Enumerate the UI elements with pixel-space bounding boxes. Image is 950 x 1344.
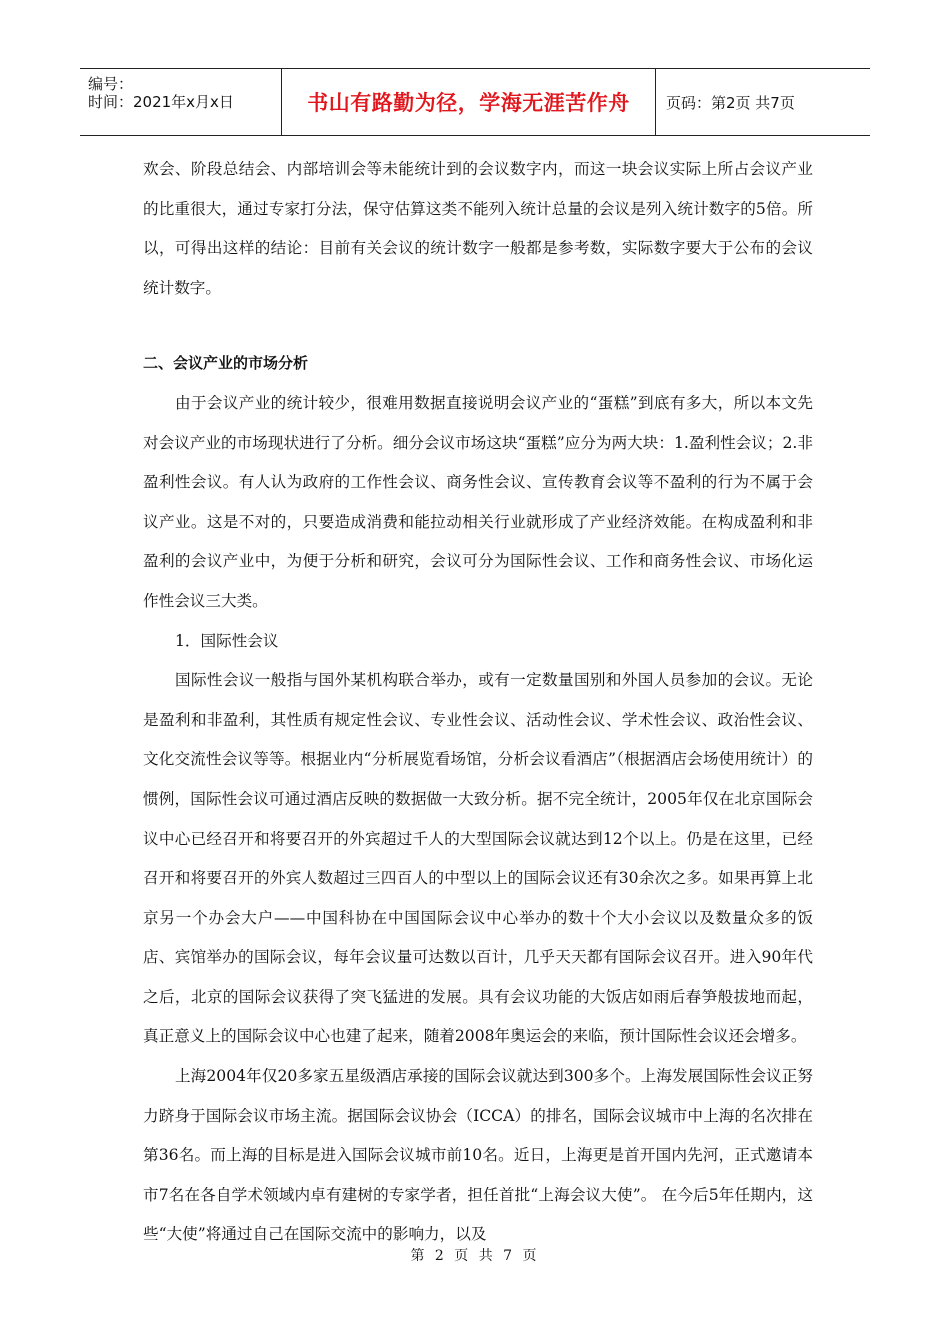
document-body [143,150,813,1255]
page-footer: 第 2 页 共 7 页 [410,1248,540,1264]
paragraph-continued: 欢会、阶段总结会、内部培训会等未能统计到的会议数字内，而这一块会议实际上所占会议产业的比重很大，通过专家打分法，保守估算这类不能列入统计总量的会议是列入统计数字的5倍。所以，可得出这样的结论：目前有关会议的统计数字一般都是参考数，实际数字要大于公布的会议统计数字。 [143,160,813,297]
header-page-cell [656,69,870,135]
header-meta-cell [80,69,282,135]
section-heading: 二、会议产业的市场分析 [143,354,309,373]
header-motto: 书山有路勤为径，学海无涯苦作舟 [307,91,630,115]
header-motto-cell [282,69,656,135]
paragraph-market-analysis: 由于会议产业的统计较少，很难用数据直接说明会议产业的“蛋糕”到底有多大，所以本文先对会议产业的市场现状进行了分析。细分会议市场这块“蛋糕”应分为两大块：1.盈利性会议；2.非盈利性会议。有人认为政府的工作性会议、商务性会议、宣传教育会议等不盈利的行为不属于会议产业。这是不对的，只要造成消费和能拉动相关行业就形成了产业经济效能。在构成盈利和非盈利的会议产业中，为便于分析和研究，会议可分为国际性会议、工作和商务性会议、市场化运作性会议三大类。 [143,393,813,610]
paragraph-international-meetings: 国际性会议一般指与国外某机构联合举办，或有一定数量国别和外国人员参加的会议。无论是盈利和非盈利，其性质有规定性会议、专业性会议、活动性会议、学术性会议、政治性会议、文化交流性会议等等。根据业内“分析展览看场馆，分析会议看酒店”（根据酒店会场使用统计）的惯例，国际性会议可通过酒店反映的数据做一大致分析。据不完全统计，2005年仅在北京国际会议中心已经召开和将要召开的外宾超过千人的大型国际会议就达到12个以上。仍是在这里，已经召开和将要召开的外宾人数超过三四百人的中型以上的国际会议还有30余次之多。如果再算上北京另一个办会大户——中国科协在中国国际会议中心举办的数十个大小会议以及数量众多的饭店、宾馆举办的国际会议，每年会议量可达数以百计，几乎天天都有国际会议召开。进入90年代之后，北京的国际会议获得了突飞猛进的发展。具有会议功能的大饭店如雨后春笋般拔地而起，真正意义上的国际会议中心也建了起来，随着2008年奥运会的来临，预计国际性会议还会增多。 [143,671,813,1046]
document-date-label: 时间：2021年x月x日 [88,93,234,111]
header-page-number: 页码：第2页 共7页 [666,93,795,112]
document-header [80,68,870,136]
subsection-heading: 1．国际性会议 [175,631,279,650]
document-number-label: 编号： [88,75,134,93]
paragraph-shanghai: 上海2004年仅20多家五星级酒店承接的国际会议就达到300多个。上海发展国际性会议正努力跻身于国际会议市场主流。据国际会议协会（ICCA）的排名，国际会议城市中上海的名次排在第36名。而上海的目标是进入国际会议城市前10名。近日，上海更是首开国内先河，正式邀请本市7名在各自学术领域内卓有建树的专家学者，担任首批“上海会议大使”。 在今后5年任期内，这些“大使”将通过自己在国际交流中的影响力，以及 [143,1067,813,1244]
